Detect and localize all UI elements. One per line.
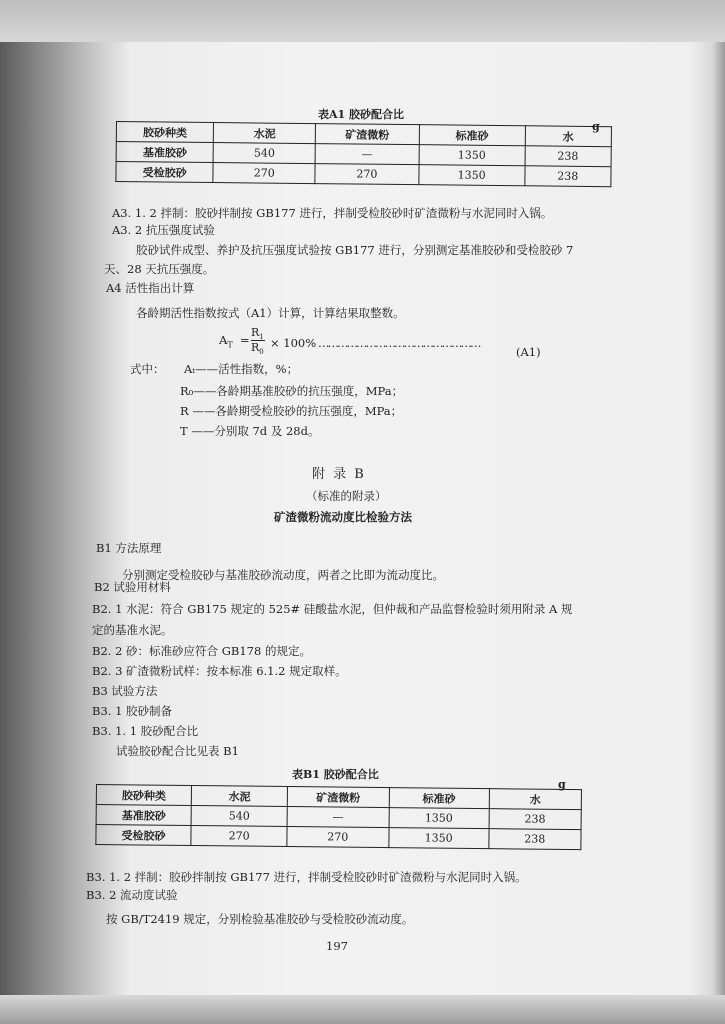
- table-header-cell: 标准砂: [419, 125, 525, 146]
- table-cell: 238: [525, 146, 612, 167]
- clause-b2-3: B2. 3 矿渣微粉试样：按本标准 6.1.2 规定取样。: [92, 664, 347, 678]
- appendix-heading: 矿渣微粉流动度比检验方法: [274, 510, 412, 524]
- formula-fraction: [251, 326, 267, 356]
- page-number: 197: [326, 939, 348, 953]
- table-cell: —: [287, 807, 389, 828]
- table-cell: 受检胶砂: [116, 162, 214, 183]
- clause-b1-body: 分别测定受检胶砂与基准胶砂流动度，两者之比即为流动度比。: [122, 568, 444, 582]
- clause-b3-2: B3. 2 流动度试验: [86, 888, 178, 902]
- table-cell: 540: [214, 143, 316, 164]
- table-cell: 基准胶砂: [96, 805, 191, 826]
- table-a1-unit: g: [592, 120, 600, 133]
- clause-b2-2: B2. 2 砂：标准砂应符合 GB178 的规定。: [92, 644, 311, 658]
- clause-a3-1-2: A3. 1. 2 拌制：胶砂拌制按 GB177 进行，拌制受检胶砂时矿渣微粉与水泥同时入锅。: [112, 206, 553, 220]
- table-cell: 基准胶砂: [116, 142, 214, 163]
- table-header-cell: 胶砂种类: [116, 122, 214, 143]
- formula-equals: =: [240, 333, 250, 347]
- table-header-cell: 标准砂: [389, 788, 489, 809]
- formula-denominator: $R_0$: [251, 341, 264, 357]
- clause-b3: B3 试验方法: [92, 684, 158, 698]
- table-b1-unit: g: [558, 778, 566, 791]
- clause-b3-2-body: 按 GB/T2419 规定，分别检验基准胶砂与受检胶砂流动度。: [106, 912, 414, 926]
- table-header-cell: 矿渣微粉: [287, 787, 389, 808]
- scan-bottom-edge: [0, 995, 725, 1024]
- table-cell: 1350: [389, 808, 489, 829]
- table-header-cell: 水泥: [214, 123, 316, 144]
- table-cell: 540: [191, 806, 287, 827]
- clause-b2: B2 试验用材料: [94, 580, 171, 594]
- table-header-cell: 胶砂种类: [96, 785, 191, 806]
- formula-number: (A1): [516, 345, 541, 359]
- where-label: 式中：: [130, 362, 165, 376]
- clause-a3-2: A3. 2 抗压强度试验: [112, 223, 215, 237]
- formula-leader-dots: ……………………………………………: [318, 336, 480, 350]
- clause-a4: A4 活性指出计算: [106, 281, 195, 295]
- clause-b2-1-line1: B2. 1 水泥：符合 GB175 规定的 525# 硅酸盐水泥，但仲裁和产品监督检验时须用附录 A 规: [92, 602, 573, 616]
- table-b1: [95, 784, 582, 850]
- table-row: [116, 162, 611, 187]
- table-cell: 1350: [419, 165, 525, 186]
- table-a1-title: 表A1 胶砂配合比: [318, 108, 405, 121]
- table-cell: 238: [489, 829, 581, 850]
- table-header-cell: 水: [525, 126, 612, 147]
- formula-lhs: $A_T$: [219, 333, 233, 350]
- table-a1: [115, 121, 612, 187]
- table-cell: 受检胶砂: [96, 825, 191, 846]
- table-row: [96, 825, 581, 850]
- table-cell: 1350: [419, 145, 525, 166]
- clause-a3-2-body-line1: 胶砂试件成型、养护及抗压强度试验按 GB177 进行，分别测定基准胶砂和受检胶砂 7: [136, 243, 574, 257]
- table-cell: 1350: [388, 828, 488, 849]
- clause-a4-body: 各龄期活性指数按式（A1）计算，计算结果取整数。: [136, 306, 405, 320]
- table-header-cell: 水泥: [191, 786, 287, 807]
- table-header-cell: 矿渣微粉: [315, 124, 419, 145]
- clause-b1: B1 方法原理: [96, 541, 162, 555]
- appendix-title: 附 录 B: [312, 467, 366, 482]
- table-cell: 238: [489, 809, 581, 830]
- table-cell: 270: [287, 827, 389, 848]
- formula-numerator: $R_1$: [251, 326, 264, 342]
- scan-top-edge: [0, 0, 725, 42]
- table-cell: —: [315, 144, 419, 165]
- where-line: Aₜ——活性指数，%；: [184, 362, 299, 376]
- table-cell: 270: [213, 163, 315, 184]
- clause-b3-1-1: B3. 1. 1 胶砂配合比: [92, 724, 199, 738]
- clause-a3-2-body-line2: 天、28 天抗压强度。: [104, 262, 215, 276]
- table-cell: 270: [191, 825, 287, 846]
- table-b1-title: 表B1 胶砂配合比: [292, 768, 379, 781]
- formula-rhs: × 100%: [270, 336, 317, 350]
- where-line: R ——各龄期受检胶砂的抗压强度，MPa；: [180, 404, 403, 418]
- appendix-subtitle: （标准的附录）: [306, 489, 387, 503]
- clause-b2-1-line2: 定的基准水泥。: [92, 623, 173, 637]
- where-line: R₀——各龄期基准胶砂的抗压强度，MPa；: [180, 384, 404, 398]
- clause-b3-1-1-body: 试验胶砂配合比见表 B1: [116, 744, 239, 758]
- clause-b3-1-2: B3. 1. 2 拌制：胶砂拌制按 GB177 进行，拌制受检胶砂时矿渣微粉与水泥同时入锅。: [86, 870, 527, 884]
- where-line: T ——分别取 7d 及 28d。: [180, 424, 320, 438]
- table-header-cell: 水: [489, 789, 581, 810]
- clause-b3-1: B3. 1 胶砂制备: [92, 704, 173, 718]
- table-cell: 270: [315, 164, 419, 185]
- table-cell: 238: [524, 166, 611, 187]
